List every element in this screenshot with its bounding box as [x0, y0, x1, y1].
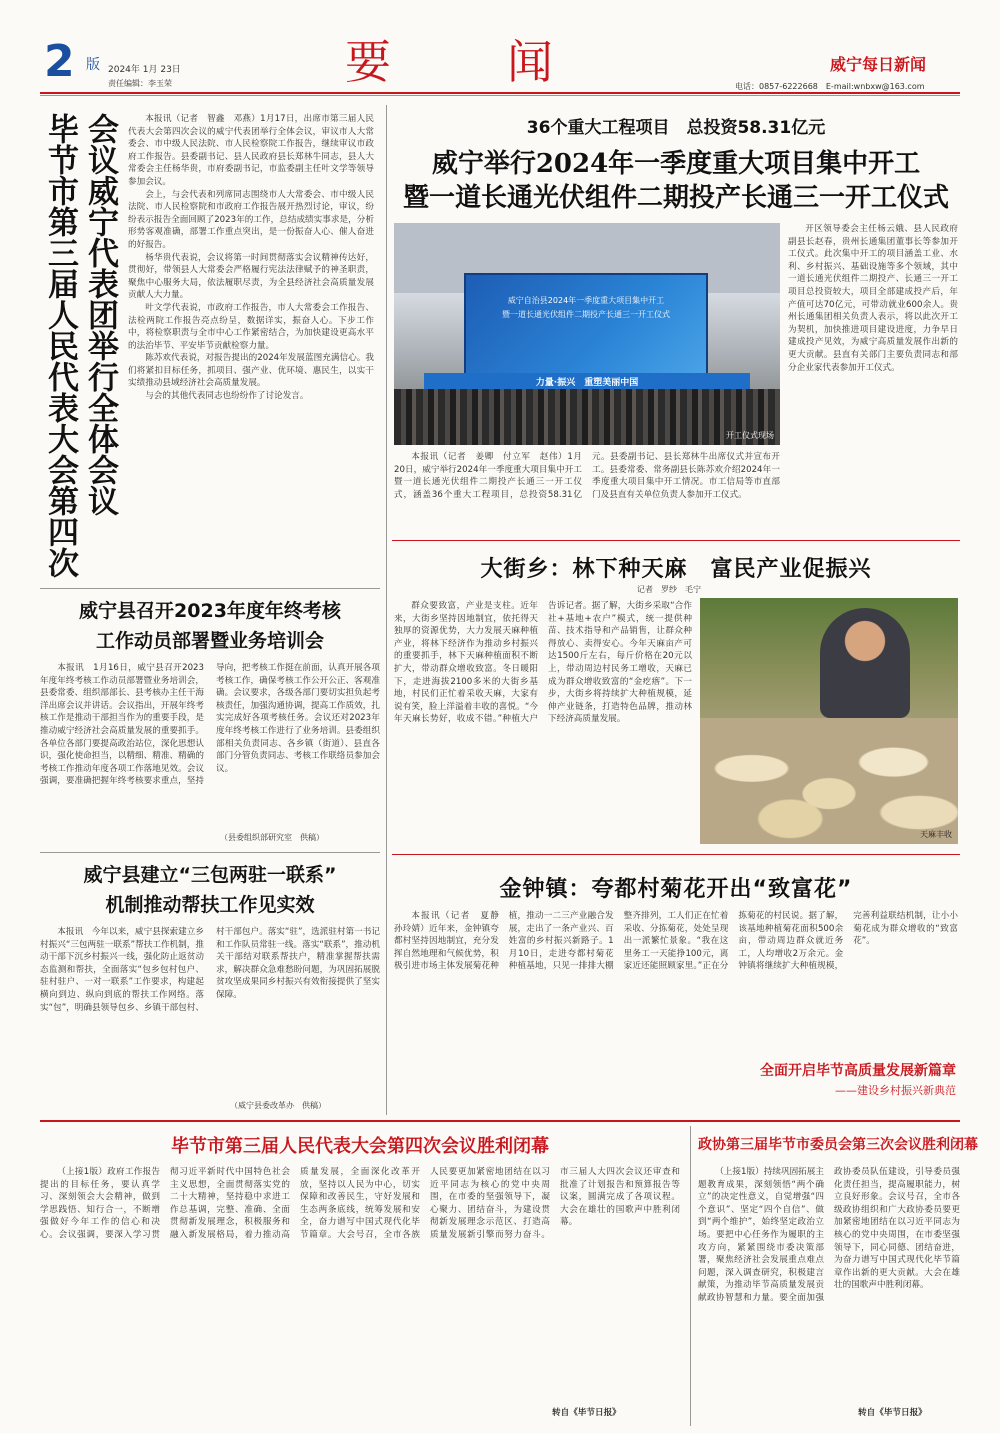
story2-right-col: 开区领导委会主任杨云娥、县人民政府副县长赵春，贵州长通集团董事长等参加开工仪式。此次集中开工的项目涵盖工业、水利、乡村振兴、基础设施等多个领域，其中一道长通光伏组件二期投产、长通三一开工项目总投资较大，项目全部建成投产后，年产值可达70亿元，可带动就业600余人。贵州长通集团相关负责人表示，将以此次开工为契机，加快推进项目建设进度，力争早日建成投产见效，为威宁高质量发展作出新的更大贡献。县直有关部门主要负责同志和部分企业家代表参加开工仪式。	[788, 224, 958, 373]
story1-paragraph: 会上，与会代表和列席同志围绕市人大常委会、市中级人民法院、市人民检察院和市政府工作报告展开热烈讨论，审议，纷纷表示报告全面回顾了2023年的工作，总结成绩实事求是，分析形势客观准确，部署工作重点突出，是一份振奋人心、催人奋进的好报告。	[128, 189, 374, 250]
banner-title: 全面开启毕节高质量发展新篇章	[760, 1063, 956, 1079]
story1-paragraph: 与会的其他代表同志也纷纷作了讨论发言。	[145, 391, 309, 402]
story5-byline: 记者 罗纱 毛宁	[637, 585, 701, 594]
editor-credit: 责任编辑：李玉荣	[108, 79, 172, 88]
story-cppcc-closing	[698, 1126, 978, 1426]
story7-headline: 毕节市第三届人民代表大会第四次会议胜利闭幕	[171, 1136, 549, 1157]
story3-headline-line2: 工作动员部署暨业务培训会	[95, 630, 324, 652]
bottom-rule	[40, 1120, 960, 1122]
story2-kicker: 36个重大工程项目 总投资58.31亿元	[526, 118, 826, 138]
story1-paragraph: 杨华贵代表说，会议将第一时间贯彻落实会议精神传达好，贯彻好，带领县人大常委会严格履行宪法法律赋予的神圣职责，聚焦中心服务大局，依法履职尽责，为全县经济社会高质量发展贡献人大力量。	[128, 252, 374, 301]
section-title: 要 闻	[345, 35, 561, 89]
row-rule	[40, 852, 380, 853]
story2-headline-line2: 暨一道长通光伏组件二期投产长通三一开工仪式	[402, 183, 949, 213]
story-major-projects	[392, 105, 960, 535]
masthead	[0, 0, 1000, 98]
photo-tubers	[700, 718, 958, 844]
story5-body: 群众要致富，产业是支柱。近年来，大街乡坚持因地制宜，依托得天独厚的资源优势，大力发展天麻种植产业，将林下经济作为推动乡村振兴的重要抓手，林下天麻种植面积不断扩大，带动群众增收致富。冬日暖阳下，走进海拔2100多米的大街乡基地，村民们正忙着采收天麻，大家有说有笑，脸上洋溢着丰收的喜悦。“今年天麻长势好，收成不错。”种植大户告诉记者。据了解，大街乡采取“合作社+基地+农户”模式，统一提供种苗、技术指导和产品销售，让群众种得放心、卖得安心。今年天麻亩产可达1500斤左右，每斤价格在20元以上，带动周边村民务工增收，天麻已成为群众增收致富的“金疙瘩”。下一步，大街乡将持续扩大种植规模，延伸产业链条，打造特色品牌，推动林下经济高质量发展。	[394, 601, 692, 725]
story1-body	[128, 113, 374, 583]
story-representatives-meeting	[40, 105, 380, 585]
story-npc-closing	[40, 1126, 680, 1426]
story6-body: 本报讯（记者 夏静 孙玲婧）近年来，金钟镇夸都村坚持因地制宜，充分发挥自然地理和气候优势，积极引进市场主体发展菊花种植，推动一二三产业融合发展，走出了一条产业兴、百姓富的乡村振兴新路子。1月10日，走进夸都村菊花种植基地，只见一排排大棚整齐排列，工人们正在忙着采收、分拣菊花，处处呈现出一派繁忙景象。“我在这里务工一天能挣100元，离家近还能照顾家里。”正在分拣菊花的村民说。据了解，该基地种植菊花面积500余亩，带动周边群众就近务工，人均增收2万余元。金钟镇将继续扩大种植规模，完善利益联结机制，让小小菊花成为群众增收的“致富花”。	[394, 911, 958, 972]
story4-byline: （威宁县委改革办 供稿）	[230, 1101, 326, 1110]
groundbreaking-photo	[394, 223, 780, 445]
photo-stage-board	[464, 273, 708, 377]
photo-caption: 开工仪式现场	[726, 431, 774, 440]
story1-paragraph: 本报讯（记者 智鑫 邓燕）1月17日，出席市第三届人民代表大会第四次会议的威宁代表团举行全体会议，审议市人大常委会、市中级人民法院、市人民检察院工作报告，继续审议市政府工作报告。县委副书记、县人民政府县长郑林牛同志，县人大常委会主任杨华贵，市府委副书记，市监委副主任叶文学等领导参加会议。	[128, 114, 374, 187]
photo-banner-text: 力量·振兴 重塑美丽中国	[535, 378, 639, 388]
story3-body: 本报讯 1月16日，威宁县召开2023年度年终考核工作动员部署暨业务培训会，县委常委、组织部部长、县考核办主任干海洋出席会议并讲话。会议指出，开展年终考核工作是推动干部担当作为的重要手段，是推动威宁经济社会高质量发展的重要抓手。各单位各部门要提高政治站位，深化思想认识，强化使命担当，以精细、精准、精确的考核工作推动年度各项工作落地见效。会议强调，要准确把握年终考核要求重点，坚持导向，把考核工作挺在前面，认真开展各项考核工作，确保考核工作公开公正、客观准确。会议要求，各级各部门要切实担负起考核责任，加强沟通协调，提高工作质效，扎实完成好各项考核任务。会议还对2023年度年终考核工作进行了业务培训。县委组织部相关负责同志、各乡镇（街道）、县直各部门分管负责同志、考核工作联络员参加会议。	[40, 663, 380, 787]
column-divider	[386, 105, 387, 1115]
photo-banner	[424, 373, 750, 389]
story5-headline: 大街乡：林下种天麻 富民产业促振兴	[480, 557, 872, 582]
development-banner	[760, 1054, 958, 1110]
contact-line: 电话：0857-6222668 E-mail:wnbxw@163.com	[735, 82, 925, 91]
paper-name: 威宁每日新闻	[830, 55, 927, 74]
story8-headline: 政协第三届毕节市委员会第三次会议胜利闭幕	[698, 1137, 978, 1153]
story-jinzhong-chrysanthemum	[392, 858, 960, 1116]
gastrodia-harvest-photo	[700, 598, 958, 844]
vertical-headline-a: 会议威宁代表团举行全体会议	[82, 113, 118, 516]
story4-headline-line1: 威宁县建立“三包两驻一联系”	[83, 864, 337, 886]
story3-headline-line1: 威宁县召开2023年度年终考核	[79, 600, 341, 622]
page-number: 2	[44, 36, 75, 87]
story4-body: 本报讯 今年以来，威宁县探索建立乡村振兴“三包两驻一联系”帮扶工作机制，推动干部下沉乡村振兴一线，强化防止返贫动态监测和帮扶，全面落实“包乡包村包户、驻村驻户、一对一联系”工作要求，构建起横向到边、纵向到底的帮扶工作网络。落实“包”，明确县领导包乡、乡镇干部包村、村干部包户。落实“驻”，选派驻村第一书记和工作队员常驻一线。落实“联系”，推动机关干部结对联系帮扶户，精准掌握帮扶需求，解决群众急难愁盼问题，为巩固拓展脱贫攻坚成果同乡村振兴有效衔接提供了坚实保障。	[40, 927, 380, 1013]
story8-source: 转自《毕节日报》	[858, 1408, 927, 1418]
photo-farmer	[820, 608, 910, 718]
story-assistance-mechanism	[40, 856, 380, 1116]
row-rule	[40, 588, 380, 589]
masthead-rule-thin	[40, 95, 960, 96]
story-year-end-assessment	[40, 592, 380, 847]
issue-date: 2024年 1月 23日	[108, 65, 181, 75]
story4-headline-line2: 机制推动帮扶工作见实效	[105, 894, 315, 916]
story-dajie-gastrodia	[392, 544, 960, 850]
column-divider	[690, 1126, 691, 1426]
story6-headline: 金钟镇：夸都村菊花开出“致富花”	[499, 877, 853, 902]
story1-paragraph: 陈苏欢代表说，对报告提出的2024年发展蓝图充满信心。我们将紧扣目标任务，抓项目、强产业、优环境、惠民生，以实干实绩推动县域经济社会高质量发展。	[128, 353, 374, 389]
story7-body: （上接1版）政府工作报告提出的目标任务，要认真学习、深刻领会大会精神，做到学思践悟、知行合一，不断增强做好今年工作的信心和决心。会议强调，要深入学习贯彻习近平新时代中国特色社会主义思想，全面贯彻落实党的二十大精神，坚持稳中求进工作总基调，完整、准确、全面贯彻新发展理念，积极服务和融入新发展格局，着力推动高质量发展，全面深化改革开放，坚持以人民为中心，切实保障和改善民生，守好发展和生态两条底线，统筹发展和安全，奋力谱写中国式现代化毕节篇章。大会号召，全市各族人民要更加紧密地团结在以习近平同志为核心的党中央周围，在市委的坚强领导下，凝心聚力、团结奋斗，为建设贯彻新发展理念示范区、打造高质量发展新引擎而努力奋斗。市三届人大四次会议还审查和批准了计划报告和预算报告等议案，圆满完成了各项议程。大会在雄壮的国歌声中胜利闭幕。	[40, 1167, 680, 1240]
story7-source: 转自《毕节日报》	[552, 1408, 621, 1418]
story1-paragraph: 叶文学代表说，市政府工作报告，市人大常委会工作报告、法检两院工作报告亮点纷呈，数据详实，振奋人心。下步工作中，将检察职责与全市中心工作紧密结合，为加快建设更高水平的法治毕节、平安毕节贡献检察力量。	[128, 302, 374, 351]
masthead-rule	[40, 92, 960, 94]
banner-subtitle: ——建设乡村振兴新典范	[835, 1084, 956, 1097]
photo-crowd	[394, 389, 780, 445]
story2-headline-line1: 威宁举行2024年一季度重大项目集中开工	[431, 149, 921, 179]
vertical-headline-b: 毕节市第三届人民代表大会第四次	[42, 113, 78, 578]
photo-board-text-1: 威宁自治县2024年一季度重大项目集中开工	[507, 296, 665, 305]
photo-board-text-2: 暨一道长通光伏组件二期投产长通三一开工仪式	[502, 310, 670, 319]
story3-byline: （县委组织部研究室 供稿）	[220, 833, 324, 842]
section-rule	[392, 540, 960, 541]
page-suffix: 版	[86, 57, 100, 73]
section-rule	[392, 854, 960, 855]
story8-body: （上接1版）持续巩固拓展主题教育成果，深刻领悟“两个确立”的决定性意义，自觉增强“四个意识”、坚定“四个自信”、做到“两个维护”，始终坚定政治立场。要把中心任务作为履职的主攻方向，紧紧围绕市委决策部署，聚焦经济社会发展重点难点问题，深入调查研究，积极建言献策，为推动毕节高质量发展贡献政协智慧和力量。要全面加强政协委员队伍建设，引导委员强化责任担当，提高履职能力，树立良好形象。会议号召，全市各级政协组织和广大政协委员要更加紧密地团结在以习近平同志为核心的党中央周围，在市委坚强领导下，同心同德、团结奋进，为奋力谱写中国式现代化毕节篇章作出新的更大贡献。大会在雄壮的国歌声中胜利闭幕。	[698, 1167, 960, 1303]
story2-lead: 本报讯（记者 姜卿 付立军 赵伟）1月20日，威宁举行2024年一季度重大项目集中开工暨一道长通光伏组件二期投产长通三一开工仪式，涵盖36个重大工程项目，总投资58.31亿元。县委副书记、县长郑林牛出席仪式并宣布开工。县委常委、常务副县长陈苏欢介绍2024年一季度重大项目集中开工情况。市工信局等市直部门及县直有关单位负责人参加开工仪式。	[394, 452, 780, 500]
photo-caption: 天麻丰收	[920, 830, 952, 839]
